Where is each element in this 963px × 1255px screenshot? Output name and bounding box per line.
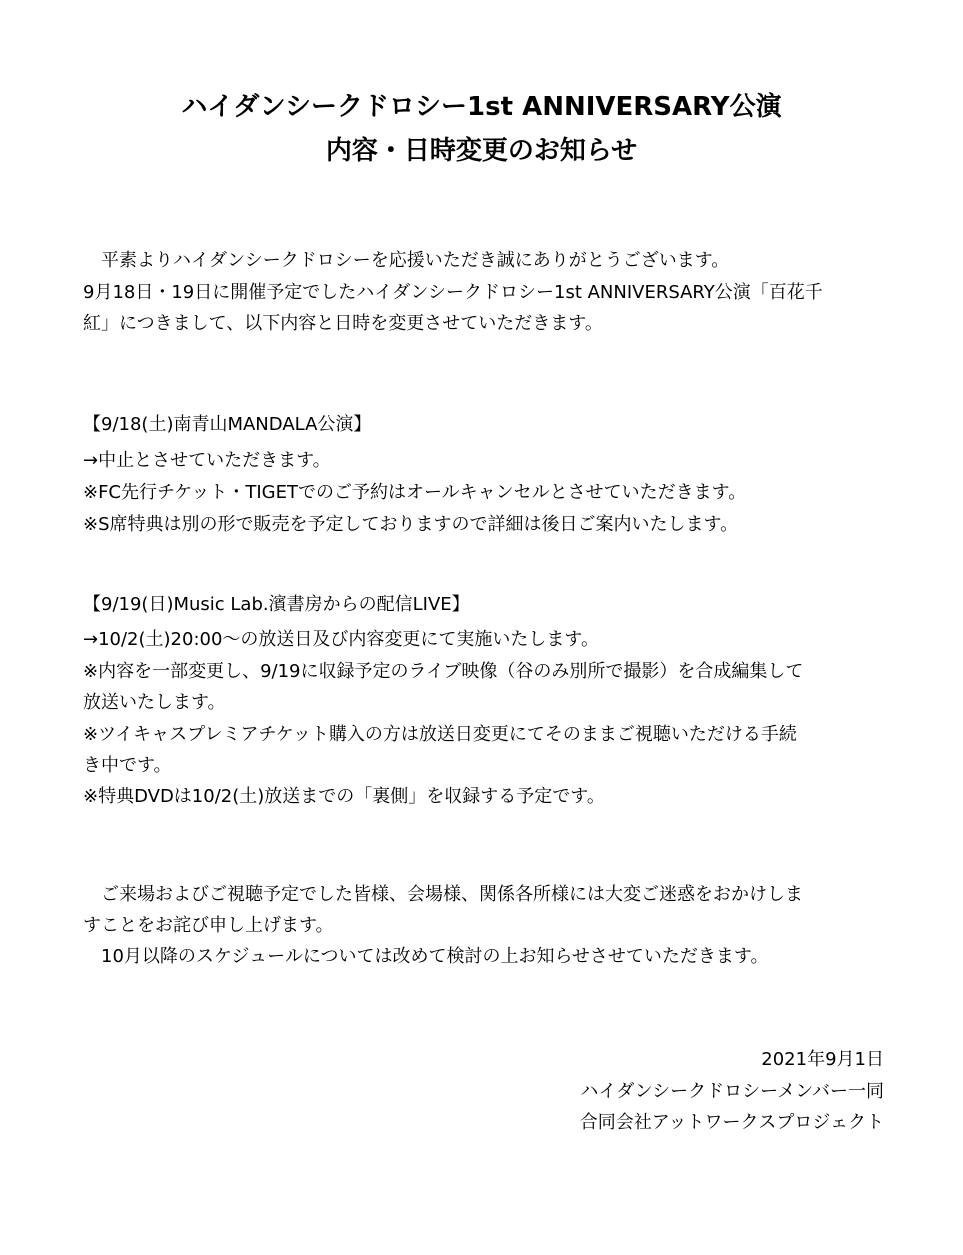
section-line: →10/2(土)20:00～の放送日及び内容変更にて実施いたします。 xyxy=(83,629,599,650)
intro-line: 9月18日・19日に開催予定でしたハイダンシークドロシー1st ANNIVERSARY公演「百花千 xyxy=(83,282,823,303)
page-subtitle: 内容・日時変更のお知らせ xyxy=(325,136,638,166)
section-line: ※FC先行チケット・TIGETでのご予約はオールキャンセルとさせていただきます。 xyxy=(83,482,747,503)
closing-line: 10月以降のスケジュールについては改めて検討の上お知らせさせていただきます。 xyxy=(101,946,769,967)
section-line: →中止とさせていただきます。 xyxy=(83,450,331,471)
page-title: ハイダンシークドロシー1st ANNIVERSARY公演 xyxy=(181,92,782,122)
signature-members: ハイダンシークドロシーメンバー一同 xyxy=(580,1081,884,1102)
closing-line: ご来場およびご視聴予定でした皆様、会場様、関係各所様には大変ご迷惑をおかけしま xyxy=(101,884,803,905)
section-heading: 【9/19(日)Music Lab.濱書房からの配信LIVE】 xyxy=(83,594,470,615)
section-line: ※内容を一部変更し、9/19に収録予定のライブ映像（谷のみ別所で撮影）を合成編集して xyxy=(83,661,804,682)
section-line: ※ツイキャスプレミアチケット購入の方は放送日変更にてそのままご視聴いただける手続 xyxy=(83,724,797,745)
section-heading: 【9/18(土)南青山MANDALA公演】 xyxy=(83,414,372,435)
intro-line: 平素よりハイダンシークドロシーを応援いただき誠にありがとうございます。 xyxy=(101,250,730,271)
section-line: 放送いたします。 xyxy=(83,692,226,713)
section-line: き中です。 xyxy=(83,755,172,776)
closing-line: すことをお詫び申し上げます。 xyxy=(83,915,334,936)
section-line: ※特典DVDは10/2(土)放送までの「裏側」を収録する予定です。 xyxy=(83,786,605,807)
intro-line: 紅」につきまして、以下内容と日時を変更させていただきます。 xyxy=(83,313,603,334)
signature-company: 合同会社アットワークスプロジェクト xyxy=(579,1112,884,1133)
signature-date: 2021年9月1日 xyxy=(761,1049,884,1070)
section-line: ※S席特典は別の形で販売を予定しておりますので詳細は後日ご案内いたします。 xyxy=(83,514,739,535)
